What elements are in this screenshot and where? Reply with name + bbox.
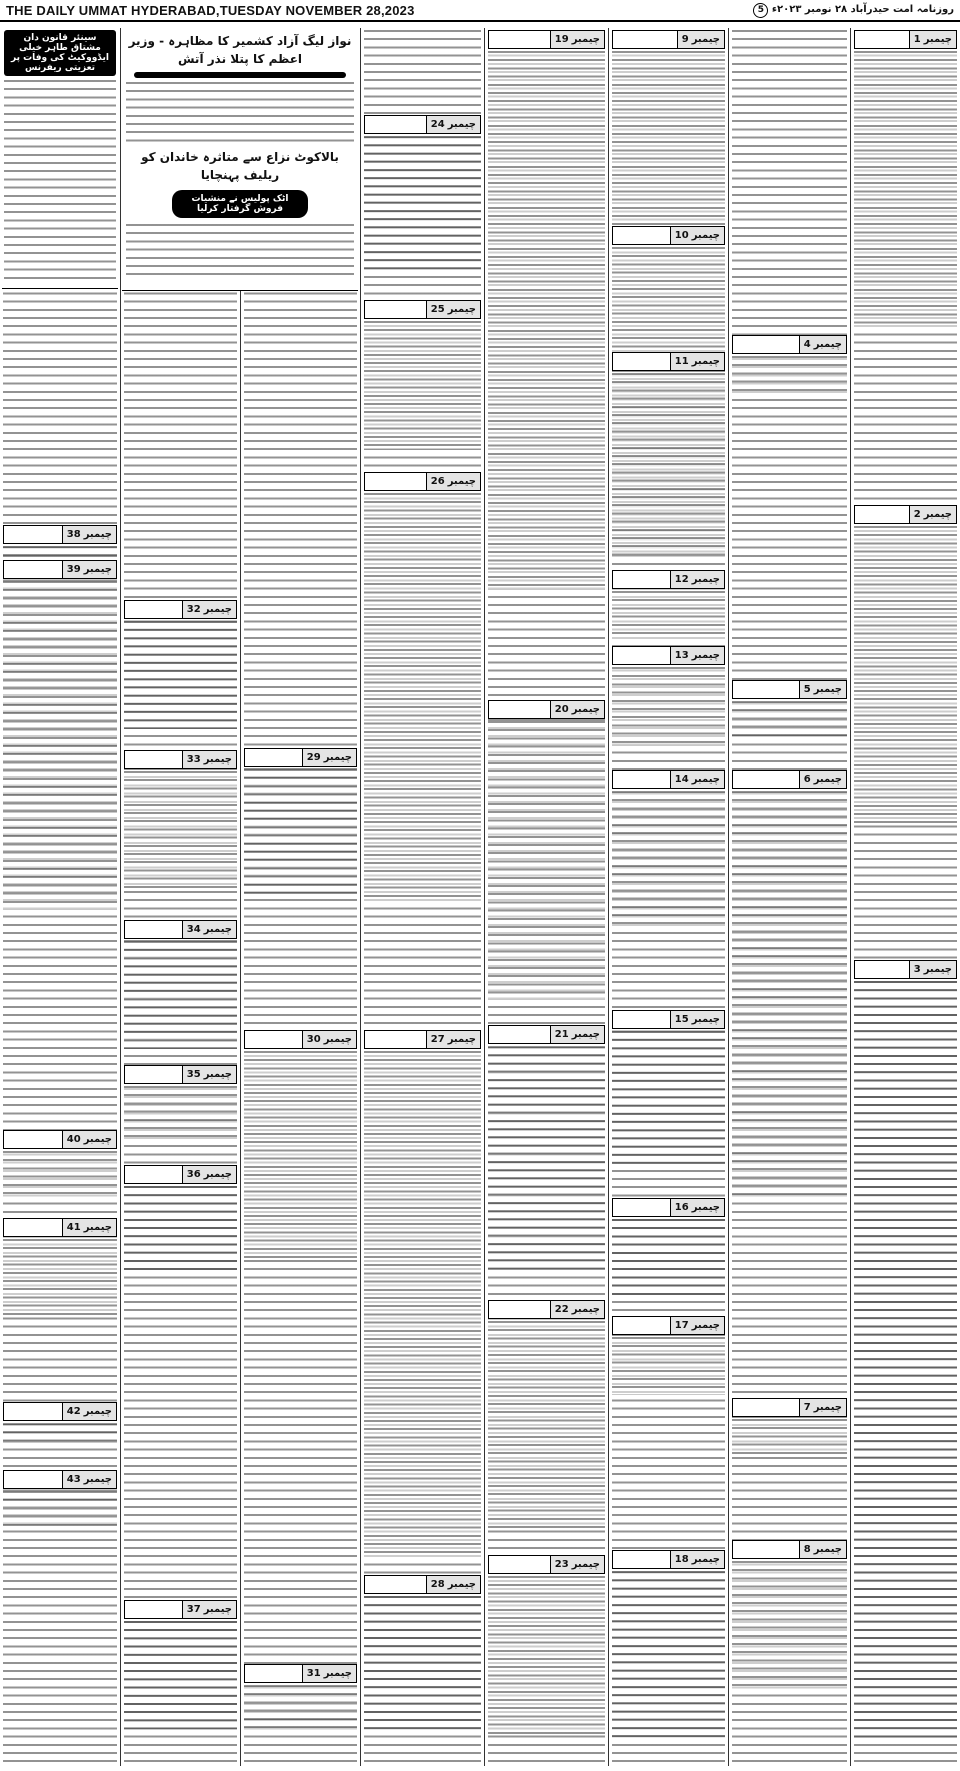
item-number-box — [62, 1471, 116, 1488]
item-number: 12 — [674, 574, 689, 585]
item-number: 2 — [913, 509, 921, 520]
chamber-item — [732, 1398, 847, 1457]
item-header-bar — [488, 700, 605, 719]
item-number: 10 — [674, 230, 689, 241]
item-body-text — [124, 1621, 237, 1729]
item-number-box — [182, 751, 236, 768]
item-number: 9 — [681, 34, 689, 45]
item-header-bar — [732, 680, 847, 699]
item-number-box — [182, 1166, 236, 1183]
item-header-bar — [612, 352, 725, 371]
item-number: 1 — [913, 34, 921, 45]
item-number: 27 — [430, 1034, 445, 1045]
item-header-bar — [488, 1555, 605, 1574]
item-label: چیمبر — [813, 1544, 842, 1555]
item-number-box — [302, 749, 356, 766]
chamber-item — [612, 1010, 725, 1169]
item-number: 39 — [66, 564, 81, 575]
item-label: چیمبر — [203, 1169, 232, 1180]
chamber-item — [124, 920, 237, 1049]
item-header-bar — [364, 1030, 481, 1049]
column-5 — [360, 28, 484, 1766]
item-body-text — [732, 356, 847, 394]
item-number-box — [182, 601, 236, 618]
chamber-item — [612, 30, 725, 229]
item-label: چیمبر — [691, 574, 720, 585]
item-number-box — [909, 31, 956, 48]
chamber-item — [3, 1470, 117, 1529]
chamber-item — [364, 1030, 481, 1559]
item-label: چیمبر — [83, 1222, 112, 1233]
item-number-box — [62, 561, 116, 578]
item-header-bar — [364, 115, 481, 134]
item-number: 23 — [554, 1559, 569, 1570]
item-header-bar — [612, 1010, 725, 1029]
chamber-item — [488, 1025, 605, 1274]
item-label: چیمبر — [447, 1579, 476, 1590]
item-number-box — [62, 1403, 116, 1420]
chamber-item — [364, 300, 481, 449]
item-number: 33 — [186, 754, 201, 765]
item-label: چیمبر — [323, 752, 352, 763]
item-body-text — [364, 321, 481, 449]
item-header-bar — [732, 1398, 847, 1417]
item-body-text — [612, 791, 725, 929]
item-body-text — [244, 1051, 357, 1259]
item-header-bar — [364, 300, 481, 319]
item-label: چیمبر — [83, 1474, 112, 1485]
column-3 — [608, 28, 728, 1766]
item-number-box — [677, 31, 724, 48]
item-body-text — [732, 1419, 847, 1457]
chamber-item — [124, 1600, 237, 1729]
item-label: چیمبر — [203, 924, 232, 935]
item-label: چیمبر — [691, 230, 720, 241]
item-body-text — [3, 581, 117, 909]
chamber-item — [124, 600, 237, 729]
chamber-item — [3, 560, 117, 909]
item-label: چیمبر — [447, 119, 476, 130]
headline-balakot: بالاکوٹ نزاع سے متاثرہ خاندان کو ریلیف پہنچایا — [141, 150, 339, 182]
item-body-text — [3, 1491, 117, 1529]
item-number: 37 — [186, 1604, 201, 1615]
item-body-text — [854, 981, 957, 1739]
chamber-item — [732, 680, 847, 739]
item-number: 18 — [674, 1554, 689, 1565]
item-number: 11 — [674, 356, 689, 367]
item-header-bar — [3, 1402, 117, 1421]
item-header-bar — [854, 30, 957, 49]
item-number: 40 — [66, 1134, 81, 1145]
item-label: چیمبر — [691, 356, 720, 367]
column-1 — [850, 28, 960, 1766]
item-number-box — [670, 1551, 724, 1568]
item-header-bar — [488, 1300, 605, 1319]
item-header-bar — [3, 1470, 117, 1489]
item-number-box — [670, 771, 724, 788]
item-label: چیمبر — [83, 529, 112, 540]
item-number: 32 — [186, 604, 201, 615]
item-number-box — [670, 227, 724, 244]
item-header-bar — [124, 600, 237, 619]
item-number-box — [550, 31, 604, 48]
item-body-text — [364, 1051, 481, 1559]
headline-reference: سینئر قانون دان مشتاق طاہر خیلی ایڈووکیٹ کی وفات پر تعزیتی ریفرنس — [4, 30, 116, 76]
item-number: 30 — [306, 1034, 321, 1045]
item-body-text — [488, 1321, 605, 1529]
item-number-box — [670, 1011, 724, 1028]
item-number: 42 — [66, 1406, 81, 1417]
item-number: 35 — [186, 1069, 201, 1080]
item-header-bar — [488, 1025, 605, 1044]
item-number: 36 — [186, 1169, 201, 1180]
item-header-bar — [854, 960, 957, 979]
item-body-text — [612, 667, 725, 745]
item-number: 8 — [803, 1544, 811, 1555]
item-label: چیمبر — [923, 509, 952, 520]
item-label: چیمبر — [571, 1029, 600, 1040]
item-number: 5 — [803, 684, 811, 695]
chamber-item — [3, 1402, 117, 1441]
item-label: چیمبر — [691, 34, 720, 45]
masthead-english-title: THE DAILY UMMAT HYDERABAD,TUESDAY NOVEMBER 28,2023 — [6, 2, 415, 18]
item-number-box — [426, 301, 480, 318]
item-number-box — [799, 771, 846, 788]
item-number-box — [670, 1317, 724, 1334]
chamber-item — [488, 30, 605, 589]
chamber-item — [244, 1664, 357, 1733]
chamber-item — [732, 1540, 847, 1689]
item-header-bar — [124, 1165, 237, 1184]
item-label: چیمبر — [813, 684, 842, 695]
item-label: چیمبر — [323, 1034, 352, 1045]
item-body-text — [488, 1576, 605, 1734]
item-number: 29 — [306, 752, 321, 763]
item-number: 4 — [803, 339, 811, 350]
item-label: چیمبر — [323, 1668, 352, 1679]
item-body-text — [488, 721, 605, 999]
item-body-text — [612, 591, 725, 639]
item-number: 41 — [66, 1222, 81, 1233]
chamber-item — [244, 748, 357, 897]
item-header-bar — [732, 770, 847, 789]
item-number-box — [799, 1399, 846, 1416]
item-body-text — [612, 51, 725, 229]
item-body-text — [124, 771, 237, 889]
item-header-bar — [732, 1540, 847, 1559]
item-header-bar — [612, 1198, 725, 1217]
headline-kashmir-protest: نواز لیگ آزاد کشمیر کا مظاہرہ - وزیر اعظم کا پتلا نذر آتش — [128, 34, 352, 66]
item-number-box — [799, 681, 846, 698]
chamber-item — [612, 1316, 725, 1395]
item-header-bar — [244, 1030, 357, 1049]
chamber-item — [612, 1198, 725, 1297]
item-header-bar — [364, 472, 481, 491]
item-body-text — [488, 51, 605, 589]
item-label: چیمبر — [203, 1604, 232, 1615]
item-number: 13 — [674, 650, 689, 661]
column-2 — [728, 28, 850, 1766]
item-number-box — [550, 1556, 604, 1573]
item-number-box — [302, 1031, 356, 1048]
item-header-bar — [612, 1316, 725, 1335]
item-number: 22 — [554, 1304, 569, 1315]
item-number: 20 — [554, 704, 569, 715]
item-number-box — [426, 1576, 480, 1593]
item-number: 3 — [913, 964, 921, 975]
item-header-bar — [3, 1130, 117, 1149]
item-header-bar — [124, 1600, 237, 1619]
chamber-item — [854, 30, 957, 329]
item-header-bar — [854, 505, 957, 524]
item-header-bar — [124, 1065, 237, 1084]
item-label: چیمبر — [203, 754, 232, 765]
item-body-text — [3, 1151, 117, 1199]
item-number: 14 — [674, 774, 689, 785]
item-number-box — [426, 1031, 480, 1048]
item-header-bar — [244, 1664, 357, 1683]
item-header-bar — [364, 1575, 481, 1594]
item-body-text — [612, 1219, 725, 1297]
item-number: 43 — [66, 1474, 81, 1485]
item-number-box — [799, 336, 846, 353]
item-header-bar — [612, 226, 725, 245]
item-header-bar — [488, 30, 605, 49]
item-label: چیمبر — [813, 774, 842, 785]
chamber-item — [854, 960, 957, 1739]
item-body-text — [124, 1086, 237, 1139]
item-header-bar — [612, 570, 725, 589]
item-header-bar — [612, 646, 725, 665]
chamber-item — [854, 505, 957, 824]
item-header-bar — [3, 1218, 117, 1237]
masthead-urdu-title — [749, 3, 954, 18]
chamber-item — [612, 570, 725, 639]
item-body-text — [364, 136, 481, 274]
item-number-box — [670, 647, 724, 664]
chamber-item — [732, 335, 847, 394]
chamber-item — [488, 700, 605, 999]
item-number: 38 — [66, 529, 81, 540]
item-number-box — [909, 961, 956, 978]
item-body-text — [3, 1239, 117, 1317]
item-label: چیمبر — [691, 1320, 720, 1331]
chamber-item — [612, 770, 725, 929]
chamber-item — [364, 472, 481, 901]
item-body-text — [124, 941, 237, 1049]
item-label: چیمبر — [83, 1406, 112, 1417]
item-label: چیمبر — [923, 964, 952, 975]
item-body-text — [612, 1337, 725, 1395]
item-number-box — [182, 921, 236, 938]
chamber-item — [3, 1130, 117, 1199]
item-number-box — [550, 1301, 604, 1318]
top-left-headline-area — [2, 28, 118, 289]
item-body-text — [3, 1423, 117, 1441]
chamber-item — [124, 1165, 237, 1274]
item-number: 19 — [554, 34, 569, 45]
item-label: چیمبر — [691, 1014, 720, 1025]
item-number: 6 — [803, 774, 811, 785]
chamber-item — [612, 352, 725, 561]
item-label: چیمبر — [571, 704, 600, 715]
item-number-box — [909, 506, 956, 523]
item-body-text — [244, 769, 357, 897]
item-label: چیمبر — [691, 1554, 720, 1565]
item-body-text — [124, 621, 237, 729]
masthead-urdu-text: روزنامہ امت حیدرآباد ۲۸ نومبر ۲۰۲۳ء — [771, 3, 954, 15]
item-body-text — [124, 1186, 237, 1274]
item-label: چیمبر — [691, 650, 720, 661]
item-number-box — [670, 571, 724, 588]
item-label: چیمبر — [923, 34, 952, 45]
item-body-text — [732, 791, 847, 1199]
item-number: 31 — [306, 1668, 321, 1679]
item-number-box — [62, 526, 116, 543]
top-center-headline-area — [122, 28, 358, 291]
item-header-bar — [612, 770, 725, 789]
item-body-text — [488, 1046, 605, 1274]
chamber-item — [3, 525, 117, 556]
chamber-item — [124, 750, 237, 889]
item-number-box — [799, 1541, 846, 1558]
item-header-bar — [3, 560, 117, 579]
item-body-text — [244, 1685, 357, 1733]
headline-attock-police: اٹک پولیس نے منشیات فروش گرفتار کرلیا — [172, 190, 308, 218]
item-label: چیمبر — [447, 476, 476, 487]
item-header-bar — [124, 920, 237, 939]
item-body-text — [612, 373, 725, 561]
chamber-item — [124, 1065, 237, 1139]
item-header-bar — [3, 525, 117, 544]
chamber-item — [732, 770, 847, 1199]
item-number-box — [426, 473, 480, 490]
masthead — [0, 0, 960, 22]
page-number-badge: 5 — [753, 3, 768, 18]
item-body-text — [732, 701, 847, 739]
item-header-bar — [612, 1550, 725, 1569]
item-body-text — [732, 1561, 847, 1689]
item-header-bar — [732, 335, 847, 354]
chamber-item — [364, 1575, 481, 1734]
item-number: 24 — [430, 119, 445, 130]
item-number-box — [302, 1665, 356, 1682]
item-label: چیمبر — [447, 1034, 476, 1045]
item-body-text — [3, 546, 117, 556]
item-label: چیمبر — [447, 304, 476, 315]
item-body-text — [854, 51, 957, 329]
item-label: چیمبر — [571, 34, 600, 45]
item-number-box — [182, 1066, 236, 1083]
item-number: 25 — [430, 304, 445, 315]
chamber-item — [612, 1550, 725, 1739]
item-body-text — [364, 493, 481, 901]
item-body-text — [612, 1031, 725, 1169]
item-label: چیمبر — [203, 1069, 232, 1080]
item-number: 16 — [674, 1202, 689, 1213]
item-label: چیمبر — [813, 339, 842, 350]
item-label: چیمبر — [571, 1559, 600, 1570]
item-label: چیمبر — [691, 1202, 720, 1213]
item-number: 21 — [554, 1029, 569, 1040]
chamber-item — [488, 1300, 605, 1529]
item-number-box — [182, 1601, 236, 1618]
chamber-item — [488, 1555, 605, 1734]
item-number: 34 — [186, 924, 201, 935]
item-number-box — [670, 353, 724, 370]
chamber-item — [3, 1218, 117, 1317]
item-header-bar — [244, 748, 357, 767]
item-number-box — [550, 1026, 604, 1043]
item-header-bar — [124, 750, 237, 769]
item-label: چیمبر — [571, 1304, 600, 1315]
item-number-box — [62, 1219, 116, 1236]
item-label: چیمبر — [691, 774, 720, 785]
item-label: چیمبر — [203, 604, 232, 615]
item-number: 7 — [803, 1402, 811, 1413]
column-4 — [484, 28, 608, 1766]
item-body-text — [364, 1596, 481, 1734]
item-number: 28 — [430, 1579, 445, 1590]
item-label: چیمبر — [83, 564, 112, 575]
item-number-box — [550, 701, 604, 718]
chamber-item — [364, 115, 481, 274]
chamber-item — [612, 646, 725, 745]
item-body-text — [612, 1571, 725, 1739]
item-label: چیمبر — [813, 1402, 842, 1413]
item-number: 26 — [430, 476, 445, 487]
item-label: چیمبر — [83, 1134, 112, 1145]
headline-banner — [134, 72, 346, 78]
item-header-bar — [612, 30, 725, 49]
item-number-box — [670, 1199, 724, 1216]
item-number: 15 — [674, 1014, 689, 1025]
chamber-item — [244, 1030, 357, 1259]
item-number-box — [426, 116, 480, 133]
item-number: 17 — [674, 1320, 689, 1331]
item-body-text — [854, 526, 957, 824]
item-number-box — [62, 1131, 116, 1148]
